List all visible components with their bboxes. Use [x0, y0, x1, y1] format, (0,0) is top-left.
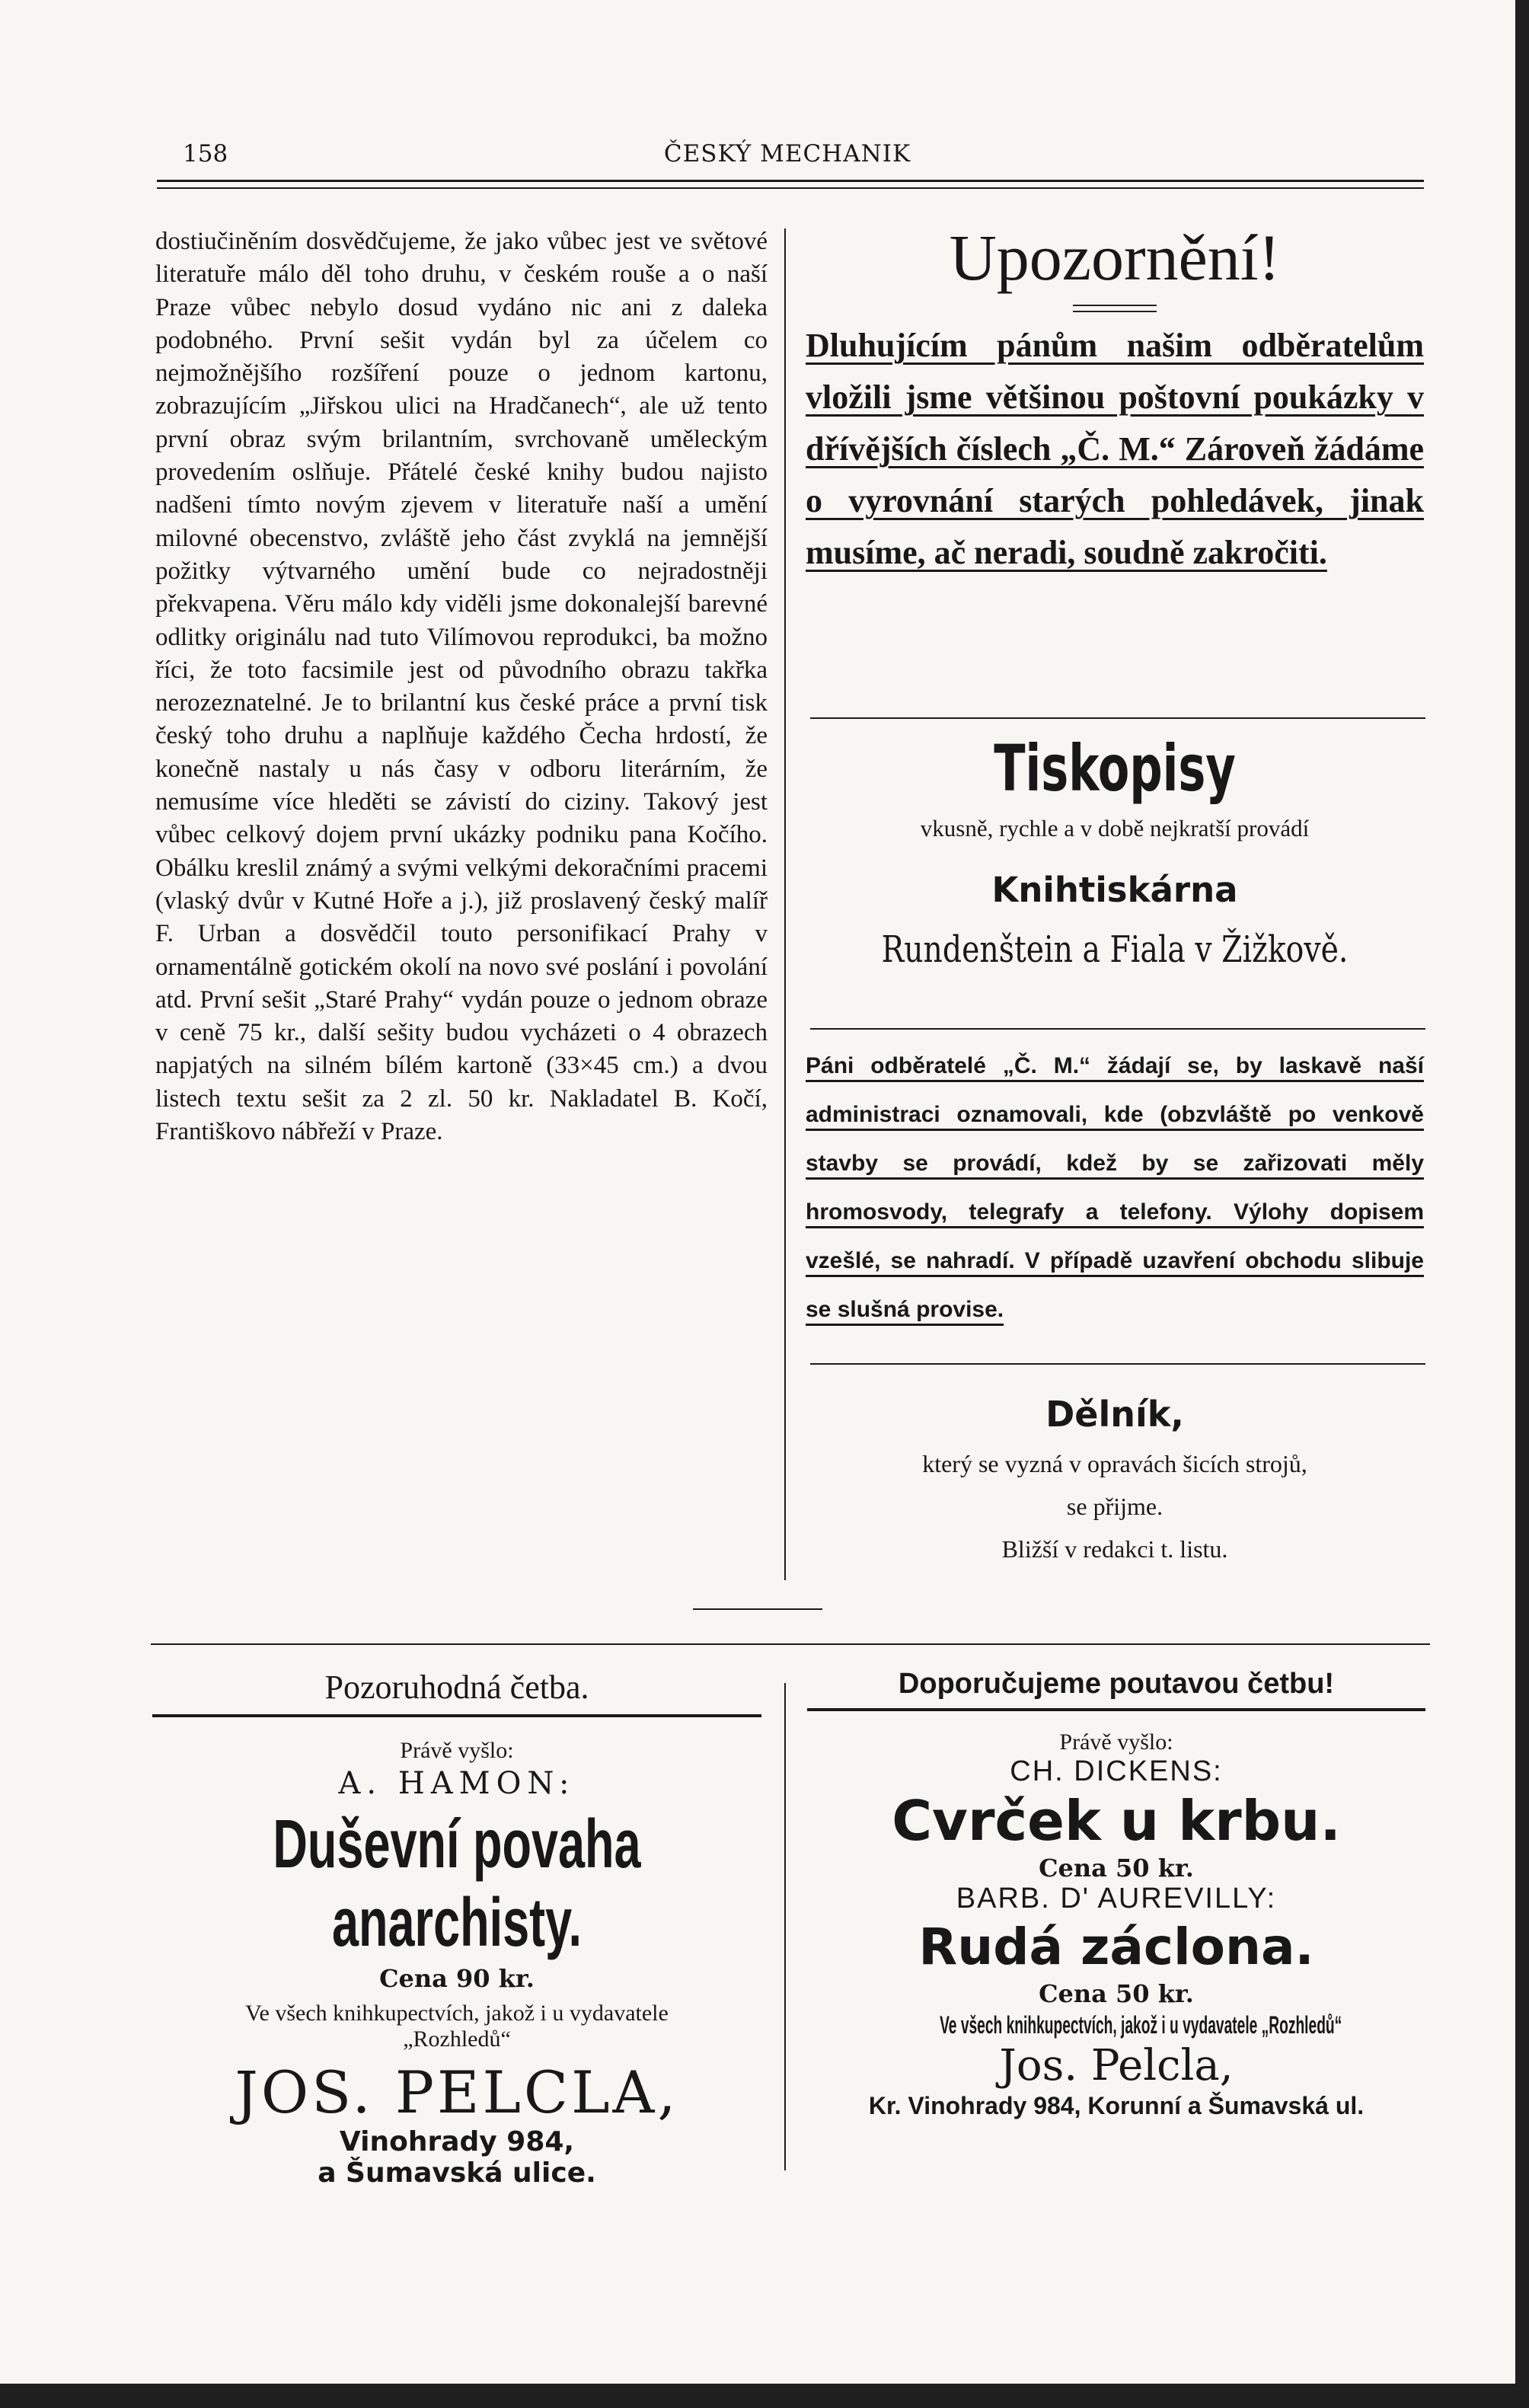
upozorneni-text: Dluhujícím pánům našim odběratelům vložili jsme většinou poštovní poukázky v dřívějších číslech „Č. M.“ Zároveň žádáme o vyrovnání starých pohledávek, jinak musíme, ač neradi, soudně zakročiti.	[806, 327, 1424, 571]
right-ad-title-rule	[807, 1708, 1425, 1711]
notice-text: Páni odběratelé „Č. M.“ žádají se, by laskavě naší administraci oznamovali, kde (obzvláště po venkově stavby se provádí, kdež by se zařizovati měly hromosvody, telegrafy a telefony. Výlohy dopisem vzešlé, se nahradí. V případě uzavření obchodu slibuje se slušná provise.	[806, 1053, 1424, 1322]
tiskopisy-name: Rundenštein a Fiala v Žižkově.	[881, 928, 1349, 971]
article-column	[155, 225, 768, 1148]
left-ad-address2: a Šumavská ulice.	[318, 2157, 596, 2189]
left-ad-title-rule	[152, 1714, 761, 1717]
right-ad-author1: CH. DICKENS:	[1010, 1755, 1223, 1787]
delnik-line1: který se vyzná v opravách šicích strojů,	[922, 1450, 1307, 1477]
right-ad-publisher: Jos. Pelcla,	[999, 2041, 1234, 2090]
delnik-title: Dělník,	[1045, 1394, 1184, 1435]
bottom-section-rule	[151, 1643, 1430, 1645]
tiskopisy-firm: Knihtiskárna	[991, 870, 1238, 910]
left-ad-book: Duševní povaha anarchisty.	[273, 1806, 641, 1961]
running-title: ČESKÝ MECHANIK	[663, 140, 911, 168]
bottom-column-divider	[784, 1683, 786, 2170]
left-ad-author: A. HAMON:	[338, 1766, 576, 1801]
right-ad-title: Doporučujeme poutavou četbu!	[898, 1668, 1335, 1700]
page-number: 158	[183, 140, 228, 168]
delnik-ad	[806, 1394, 1424, 1570]
tiskopisy-ad	[806, 731, 1424, 971]
title-ornament	[1073, 305, 1157, 306]
center-rule	[693, 1608, 822, 1610]
tiskopisy-line: vkusně, rychle a v době nejkratší provádí	[920, 815, 1310, 842]
divider-1	[810, 717, 1425, 719]
right-ad-book1: Cvrček u krbu.	[892, 1789, 1341, 1853]
right-ad-price2: Cena 50 kr.	[1039, 1979, 1194, 2008]
column-divider	[784, 228, 786, 1580]
right-ad-released: Právě vyšlo:	[1059, 1729, 1173, 1755]
article-text: dostiučiněním dosvědčujeme, že jako vůbec jest ve světové literatuře málo děl toho druhu, v českém rouše a o naší Praze vůbec nebylo dosud vydáno nic ani z daleka podobného. První sešit vydán byl za účelem co nejmožnějšího rozšíření pouze o jednom kartonu, zobrazujícím „Jiřskou ulici na Hradčanech“, ale už tento první obraz svým brilantním, svrchovaně uměleckým provedením oslňuje. Přátelé české knihy budou najisto nadšeni tímto novým zjevem v literatuře naší a umění milovné obecenstvo, zvláště jeho část zvyklá na jemnější požitky výtvarného umění bude co nejradostněji překvapena. Věru málo kdy viděli jsme dokonalejší barevné odlitky originálu nad tuto Vilímovou reprodukci, ba možno říci, že toto facsimile jest od původního obrazu takřka nerozeznatelné. Je to brilantní kus české práce a první tisk český toho druhu a naplňuje každého Čecha hrdostí, že konečně nastaly u nás časy v odboru literárním, že nemusíme více hleděti se závistí do ciziny. Takový jest vůbec celkový dojem první ukázky podniku pana Kočího. Obálku kreslil známý a svými velkými dekoračními pracemi (vlaský dvůr v Kutné Hoře a j.), již proslavený český malíř F. Urban a dosvědčil touto personifikací Prahy v ornamentálně gotickém okolí na novo své poslání i povolání atd. První sešit „Staré Prahy“ vydán pouze o jednom obraze v ceně 75 kr., další sešity budou vycházeti o 4 obrazech napjatých na silném bílém kartoně (33×45 cm.) a dvou listech textu sešit za 2 zl. 50 kr. Nakladatel B. Kočí, Františkovo nábřeží v Praze.	[155, 228, 768, 1146]
page-header	[155, 136, 1419, 169]
left-book-ad	[151, 1668, 763, 2189]
upozorneni-ad	[806, 221, 1424, 579]
left-ad-price: Cena 90 kr.	[379, 1964, 535, 1993]
right-book-ad	[806, 1668, 1427, 2120]
header-rule-top	[157, 180, 1424, 182]
left-ad-magazine: „Rozhledů“	[403, 2026, 511, 2052]
upozorneni-title: Upozornění!	[949, 221, 1281, 294]
right-ad-sold: Ve všech knihkupectvích, jakož i u vydavatele „Rozhledů“	[940, 2011, 1342, 2039]
divider-2	[810, 1028, 1425, 1030]
left-ad-address1: Vinohrady 984,	[339, 2126, 575, 2157]
header-rule-bottom	[157, 187, 1424, 189]
right-ad-address: Kr. Vinohrady 984, Korunní a Šumavská ul.	[868, 2092, 1365, 2119]
left-ad-publisher: JOS. PELCLA,	[235, 2058, 679, 2126]
left-ad-title: Pozoruhodná četba.	[324, 1669, 589, 1706]
delnik-line2: se přijme.	[1066, 1493, 1164, 1520]
delnik-line3: Bližší v redakci t. listu.	[1001, 1535, 1228, 1563]
right-ad-price1: Cena 50 kr.	[1039, 1854, 1194, 1883]
divider-3	[810, 1363, 1425, 1365]
notice-ad	[806, 1042, 1424, 1334]
tiskopisy-title: Tiskopisy	[994, 731, 1236, 806]
right-ad-book2: Rudá záclona.	[918, 1918, 1314, 1976]
left-ad-sold: Ve všech knihkupectvích, jakož i u vydavatele	[245, 2001, 669, 2026]
left-ad-released: Právě vyšlo:	[400, 1738, 514, 1763]
right-ad-author2: BARB. D' AUREVILLY:	[956, 1883, 1277, 1915]
